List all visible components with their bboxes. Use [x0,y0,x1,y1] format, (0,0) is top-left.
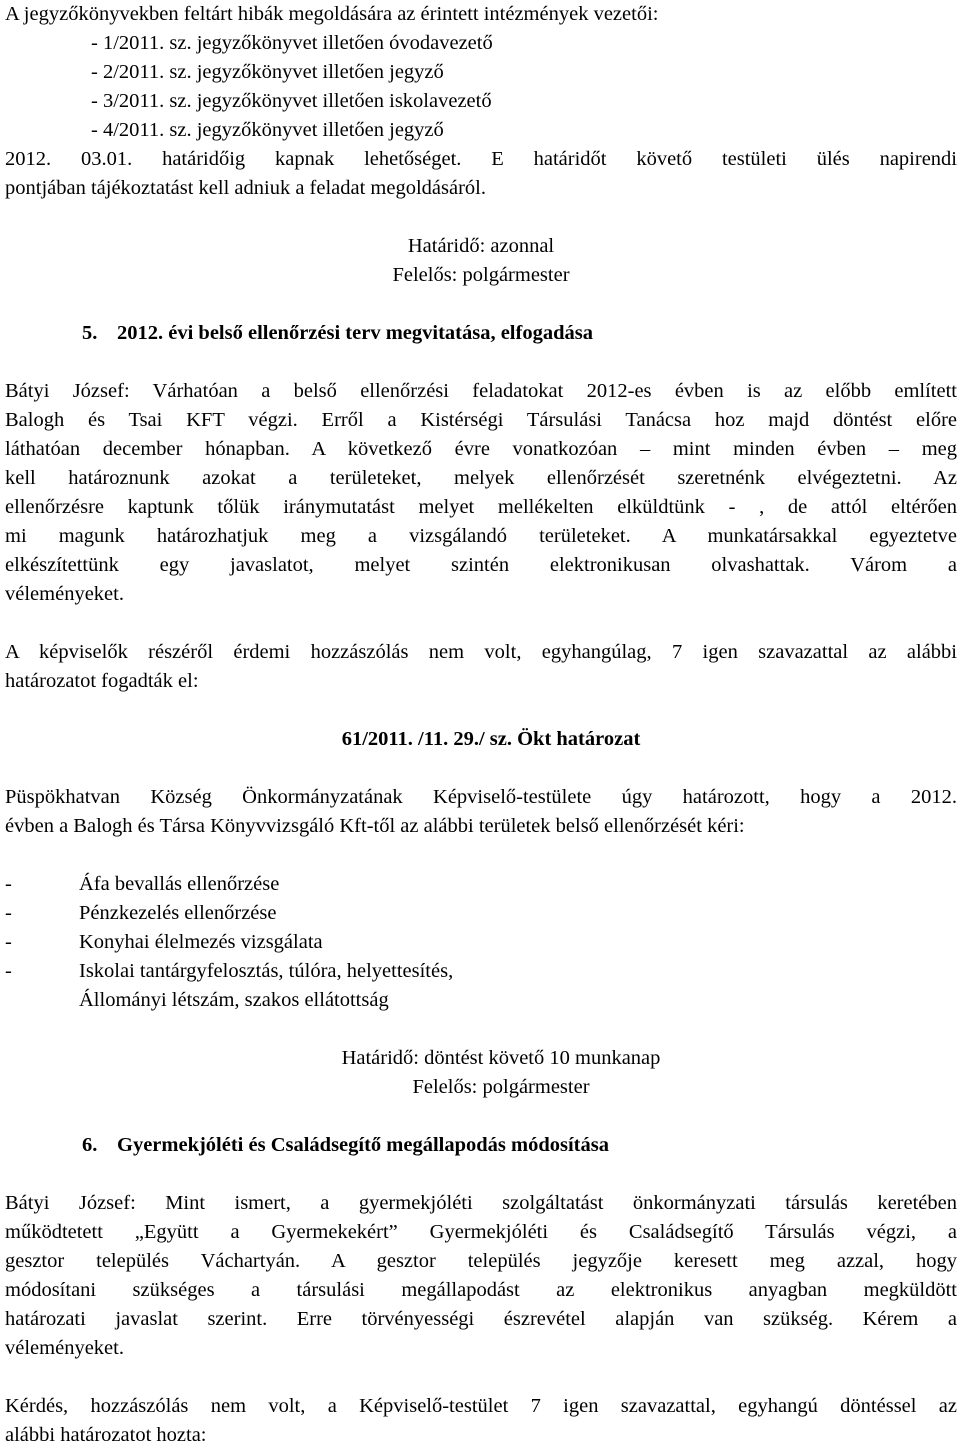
paragraph-line: Püspökhatvan Község Önkormányzatának Képviselő-testülete úgy határozott, hogy a 2012. [5,786,957,808]
responsible-text: Felelős: polgármester [412,1076,590,1098]
list-text: Áfa bevallás ellenőrzése [79,873,280,895]
list-text: Konyhai élelmezés vizsgálata [79,931,323,953]
section-title: 2012. évi belső ellenőrzési terv megvitatása, elfogadása [117,322,593,344]
closing-paragraph [5,1392,957,1450]
section6-paragraph [5,1189,957,1363]
paragraph-line: Balogh és Tsai KFT végzi. Erről a Kistérségi Társulási Tanácsa hoz majd döntést előre [5,409,957,431]
paragraph-line: Kérdés, hozzászólás nem volt, a Képviselő-testület 7 igen szavazattal, egyhangú döntéssel az [5,1395,957,1417]
section-number: 6. [82,1134,98,1156]
list-text: Állományi létszám, szakos ellátottság [79,989,389,1011]
paragraph-line: határozatot fogadták el: [5,670,199,692]
paragraph-line: módosítani szükséges a társulási megállapodást az elektronikus anyagban megküldött [5,1279,957,1301]
deadline-text: Határidő: azonnal [407,235,555,257]
paragraph-line: ellenőrzésre kaptunk tőlük iránymutatást melyet mellékelten elküldtünk - , de attól eltérően [5,496,957,518]
list-dash: - [5,873,12,895]
paragraph-line: elkészítettünk egy javaslatot, melyet szintén elektronikusan olvashattak. Várom a [5,554,957,576]
intro-item: - 1/2011. sz. jegyzőkönyvet illetően óvodavezető [91,32,493,54]
resolution-paragraph [5,783,957,841]
paragraph-line: láthatóan december hónapban. A következő évre vonatkozóan – mint minden évben – meg [5,438,957,460]
resolution-title: 61/2011. /11. 29./ sz. Ökt határozat [341,728,641,750]
audit-area-list [5,870,957,1015]
list-dash: - [5,960,12,982]
deadline-text: Határidő: döntést követő 10 munkanap [341,1047,661,1069]
list-item [5,928,957,957]
paragraph-line: működtetett „Együtt a Gyermekekért” Gyermekjóléti és Családsegítő Társulás végzi, a [5,1221,957,1243]
paragraph-line: Bátyi József: Várhatóan a belső ellenőrzési feladatokat 2012-es évben is az előbb említett [5,380,957,402]
intro-item: - 2/2011. sz. jegyzőkönyvet illetően jegyző [91,61,444,83]
paragraph-line: mi magunk határozhatjuk meg a vizsgálandó területeket. A munkatársakkal egyeztetve [5,525,957,547]
list-item [5,870,957,899]
list-text: Pénzkezelés ellenőrzése [79,902,277,924]
list-dash: - [5,931,12,953]
vote-paragraph [5,638,957,696]
paragraph-line: határozati javaslat szerint. Erre törvényességi észrevétel alapján van szükség. Kérem a [5,1308,957,1330]
intro-item: - 4/2011. sz. jegyzőkönyvet illetően jegyző [91,119,444,141]
section-heading [5,1131,957,1160]
paragraph-line: Bátyi József: Mint ismert, a gyermekjóléti szolgáltatást önkormányzati társulás keretében [5,1192,957,1214]
list-text: Iskolai tantárgyfelosztás, túlóra, helyettesítés, [79,960,454,982]
list-dash: - [5,902,12,924]
paragraph-line: véleményeket. [5,583,124,605]
paragraph-line: alábbi határozatot hozta: [5,1424,207,1446]
list-item [5,899,957,928]
paragraph-line: gesztor település Váchartyán. A gesztor település jegyzője keresett meg azzal, hogy [5,1250,957,1272]
section-title: Gyermekjóléti és Családsegítő megállapodás módosítása [117,1134,609,1156]
section-heading [5,319,957,348]
paragraph-line: A képviselők részéről érdemi hozzászólás nem volt, egyhangúlag, 7 igen szavazattal az alábbi [5,641,957,663]
section5-paragraph [5,377,957,609]
paragraph-line: évben a Balogh és Társa Könyvvizsgáló Kft-től az alábbi területek belső ellenőrzését kéri: [5,815,745,837]
paragraph-line: véleményeket. [5,1337,124,1359]
intro-line: 2012. 03.01. határidőig kapnak lehetőséget. E határidőt követő testületi ülés napirendi [5,148,957,170]
responsible-text: Felelős: polgármester [392,264,570,286]
list-item [5,957,957,986]
intro-item: - 3/2011. sz. jegyzőkönyvet illetően iskolavezető [91,90,492,112]
intro-lead: A jegyzőkönyvekben feltárt hibák megoldására az érintett intézmények vezetői: [5,3,659,25]
list-item-continuation [5,986,957,1015]
paragraph-line: kell határoznunk azokat a területeket, melyek ellenőrzését szeretnénk elvégeztetni. Az [5,467,957,489]
intro-line: pontjában tájékoztatást kell adniuk a feladat megoldásáról. [5,177,486,199]
section-number: 5. [82,322,98,344]
